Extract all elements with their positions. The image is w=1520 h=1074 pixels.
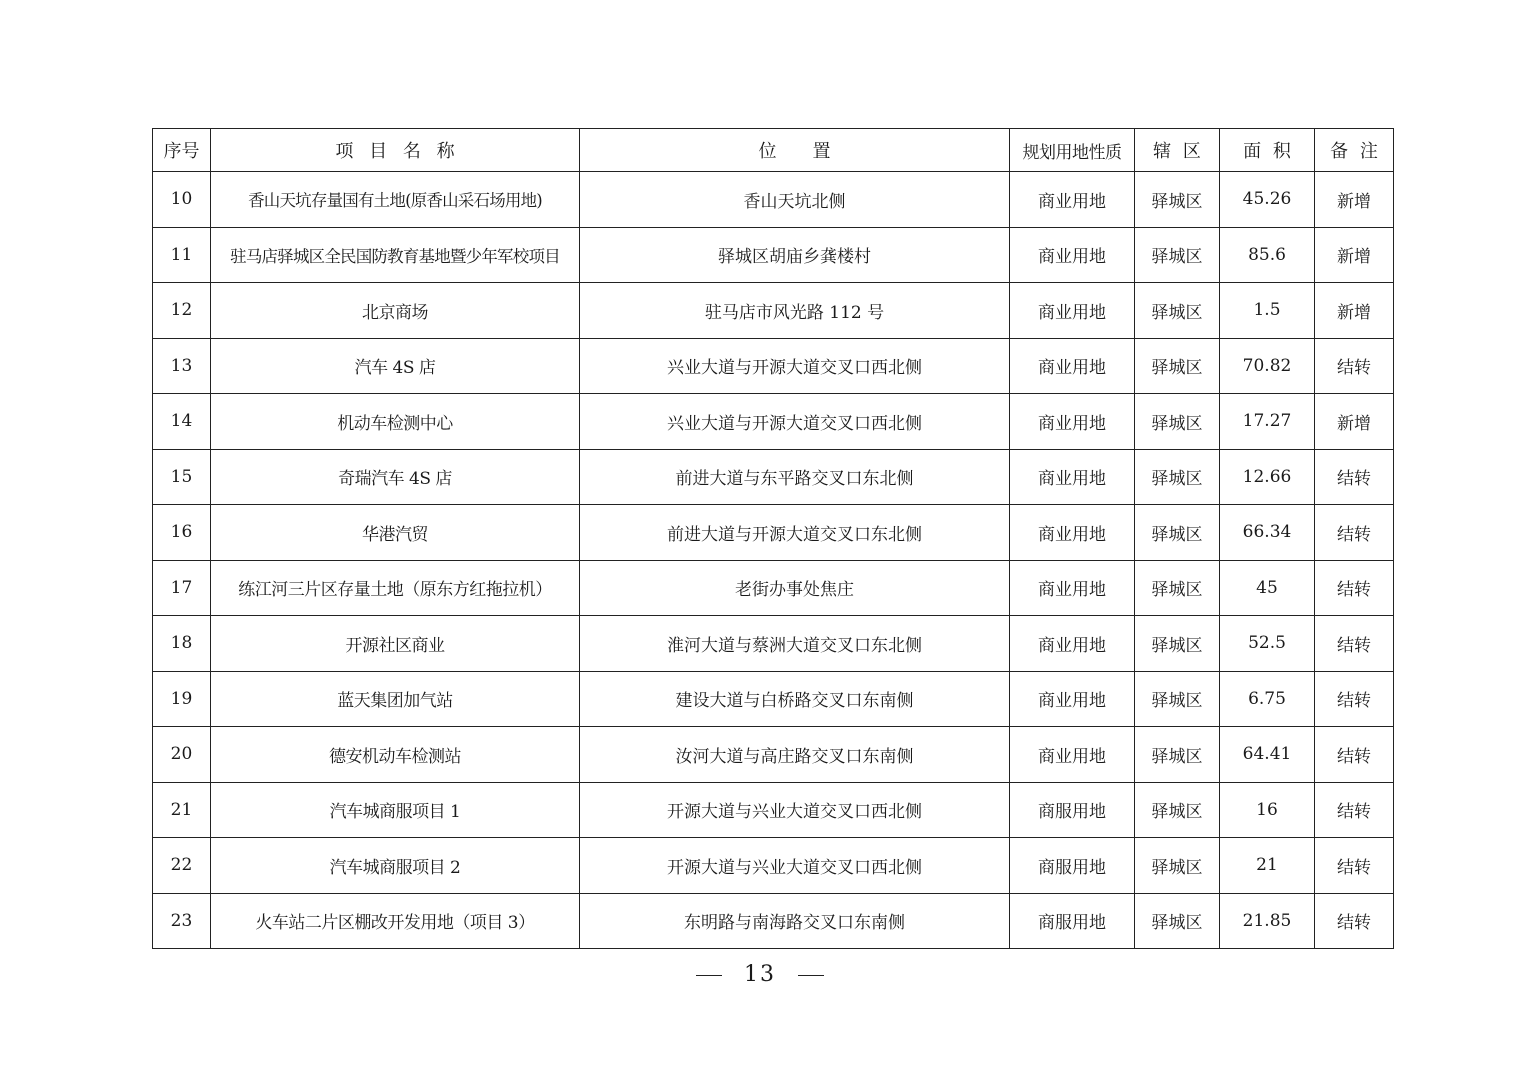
cell-district: 驿城区 <box>1135 727 1220 783</box>
cell-area: 12.66 <box>1220 449 1315 505</box>
cell-area: 6.75 <box>1220 671 1315 727</box>
header-row <box>153 129 1394 172</box>
cell-remark: 新增 <box>1315 172 1394 228</box>
cell-land-use: 商业用地 <box>1010 283 1135 339</box>
cell-land-use: 商服用地 <box>1010 893 1135 949</box>
header-seq: 序号 <box>153 129 211 172</box>
cell-area: 52.5 <box>1220 616 1315 672</box>
cell-seq: 19 <box>153 671 211 727</box>
cell-project-name: 机动车检测中心 <box>211 394 580 450</box>
cell-location: 淮河大道与蔡洲大道交叉口东北侧 <box>580 616 1010 672</box>
cell-land-use: 商业用地 <box>1010 616 1135 672</box>
table-row <box>153 227 1394 283</box>
header-land-use: 规划用地性质 <box>1010 129 1135 172</box>
cell-seq: 14 <box>153 394 211 450</box>
cell-land-use: 商业用地 <box>1010 172 1135 228</box>
table-row <box>153 338 1394 394</box>
header-name: 项 目 名 称 <box>211 129 580 172</box>
cell-land-use: 商服用地 <box>1010 838 1135 894</box>
table-row <box>153 893 1394 949</box>
cell-location: 建设大道与白桥路交叉口东南侧 <box>580 671 1010 727</box>
cell-land-use: 商业用地 <box>1010 449 1135 505</box>
cell-seq: 20 <box>153 727 211 783</box>
cell-remark: 新增 <box>1315 394 1394 450</box>
cell-seq: 18 <box>153 616 211 672</box>
table-row <box>153 394 1394 450</box>
cell-district: 驿城区 <box>1135 449 1220 505</box>
cell-remark: 结转 <box>1315 616 1394 672</box>
header-area: 面 积 <box>1220 129 1315 172</box>
cell-location: 开源大道与兴业大道交叉口西北侧 <box>580 838 1010 894</box>
cell-district: 驿城区 <box>1135 671 1220 727</box>
cell-remark: 结转 <box>1315 727 1394 783</box>
cell-remark: 结转 <box>1315 782 1394 838</box>
table-header <box>153 129 1394 172</box>
cell-project-name: 德安机动车检测站 <box>211 727 580 783</box>
cell-seq: 23 <box>153 893 211 949</box>
cell-project-name: 北京商场 <box>211 283 580 339</box>
table-row <box>153 505 1394 561</box>
cell-district: 驿城区 <box>1135 505 1220 561</box>
cell-project-name: 驻马店驿城区全民国防教育基地暨少年军校项目 <box>211 227 580 283</box>
header-district: 辖 区 <box>1135 129 1220 172</box>
cell-remark: 结转 <box>1315 671 1394 727</box>
cell-remark: 结转 <box>1315 893 1394 949</box>
page-number: 13 <box>744 962 776 987</box>
cell-land-use: 商业用地 <box>1010 727 1135 783</box>
cell-area: 85.6 <box>1220 227 1315 283</box>
header-remark: 备 注 <box>1315 129 1394 172</box>
cell-location: 前进大道与开源大道交叉口东北侧 <box>580 505 1010 561</box>
cell-land-use: 商业用地 <box>1010 394 1135 450</box>
cell-area: 16 <box>1220 782 1315 838</box>
cell-land-use: 商业用地 <box>1010 560 1135 616</box>
cell-location: 兴业大道与开源大道交叉口西北侧 <box>580 394 1010 450</box>
header-location: 位 置 <box>580 129 1010 172</box>
cell-project-name: 汽车 4S 店 <box>211 338 580 394</box>
cell-district: 驿城区 <box>1135 560 1220 616</box>
cell-seq: 22 <box>153 838 211 894</box>
cell-district: 驿城区 <box>1135 172 1220 228</box>
table-row <box>153 671 1394 727</box>
table-row <box>153 172 1394 228</box>
cell-project-name: 火车站二片区棚改开发用地（项目 3） <box>211 893 580 949</box>
cell-area: 66.34 <box>1220 505 1315 561</box>
cell-remark: 结转 <box>1315 838 1394 894</box>
table-row <box>153 727 1394 783</box>
cell-area: 17.27 <box>1220 394 1315 450</box>
cell-seq: 21 <box>153 782 211 838</box>
cell-project-name: 汽车城商服项目 1 <box>211 782 580 838</box>
cell-project-name: 开源社区商业 <box>211 616 580 672</box>
cell-area: 70.82 <box>1220 338 1315 394</box>
cell-district: 驿城区 <box>1135 893 1220 949</box>
table-row <box>153 449 1394 505</box>
cell-project-name: 香山天坑存量国有土地(原香山采石场用地) <box>211 172 580 228</box>
cell-district: 驿城区 <box>1135 838 1220 894</box>
cell-location: 兴业大道与开源大道交叉口西北侧 <box>580 338 1010 394</box>
cell-location: 前进大道与东平路交叉口东北侧 <box>580 449 1010 505</box>
cell-area: 45 <box>1220 560 1315 616</box>
cell-area: 45.26 <box>1220 172 1315 228</box>
table-row <box>153 560 1394 616</box>
cell-project-name: 练江河三片区存量土地（原东方红拖拉机） <box>211 560 580 616</box>
cell-seq: 11 <box>153 227 211 283</box>
cell-project-name: 华港汽贸 <box>211 505 580 561</box>
page-dash-left <box>696 975 722 976</box>
cell-land-use: 商业用地 <box>1010 671 1135 727</box>
cell-area: 21.85 <box>1220 893 1315 949</box>
cell-seq: 10 <box>153 172 211 228</box>
page-dash-right <box>798 975 824 976</box>
cell-land-use: 商服用地 <box>1010 782 1135 838</box>
table-row <box>153 782 1394 838</box>
cell-district: 驿城区 <box>1135 616 1220 672</box>
cell-location: 驿城区胡庙乡龚楼村 <box>580 227 1010 283</box>
land-table-container <box>152 128 1393 949</box>
cell-remark: 结转 <box>1315 505 1394 561</box>
cell-land-use: 商业用地 <box>1010 338 1135 394</box>
cell-area: 1.5 <box>1220 283 1315 339</box>
cell-area: 64.41 <box>1220 727 1315 783</box>
cell-seq: 17 <box>153 560 211 616</box>
cell-project-name: 汽车城商服项目 2 <box>211 838 580 894</box>
cell-project-name: 奇瑞汽车 4S 店 <box>211 449 580 505</box>
cell-location: 老街办事处焦庄 <box>580 560 1010 616</box>
cell-project-name: 蓝天集团加气站 <box>211 671 580 727</box>
table-row <box>153 283 1394 339</box>
cell-seq: 15 <box>153 449 211 505</box>
cell-district: 驿城区 <box>1135 782 1220 838</box>
cell-remark: 结转 <box>1315 560 1394 616</box>
cell-location: 香山天坑北侧 <box>580 172 1010 228</box>
cell-land-use: 商业用地 <box>1010 227 1135 283</box>
cell-remark: 结转 <box>1315 449 1394 505</box>
cell-remark: 新增 <box>1315 283 1394 339</box>
cell-seq: 12 <box>153 283 211 339</box>
cell-land-use: 商业用地 <box>1010 505 1135 561</box>
cell-location: 东明路与南海路交叉口东南侧 <box>580 893 1010 949</box>
cell-location: 驻马店市风光路 112 号 <box>580 283 1010 339</box>
cell-location: 汝河大道与高庄路交叉口东南侧 <box>580 727 1010 783</box>
cell-remark: 结转 <box>1315 338 1394 394</box>
land-project-table <box>152 128 1394 949</box>
cell-district: 驿城区 <box>1135 283 1220 339</box>
cell-location: 开源大道与兴业大道交叉口西北侧 <box>580 782 1010 838</box>
cell-remark: 新增 <box>1315 227 1394 283</box>
page-footer <box>0 962 1520 987</box>
table-row <box>153 616 1394 672</box>
cell-district: 驿城区 <box>1135 227 1220 283</box>
table-body <box>153 172 1394 949</box>
cell-district: 驿城区 <box>1135 394 1220 450</box>
cell-area: 21 <box>1220 838 1315 894</box>
cell-seq: 13 <box>153 338 211 394</box>
cell-district: 驿城区 <box>1135 338 1220 394</box>
cell-seq: 16 <box>153 505 211 561</box>
table-row <box>153 838 1394 894</box>
